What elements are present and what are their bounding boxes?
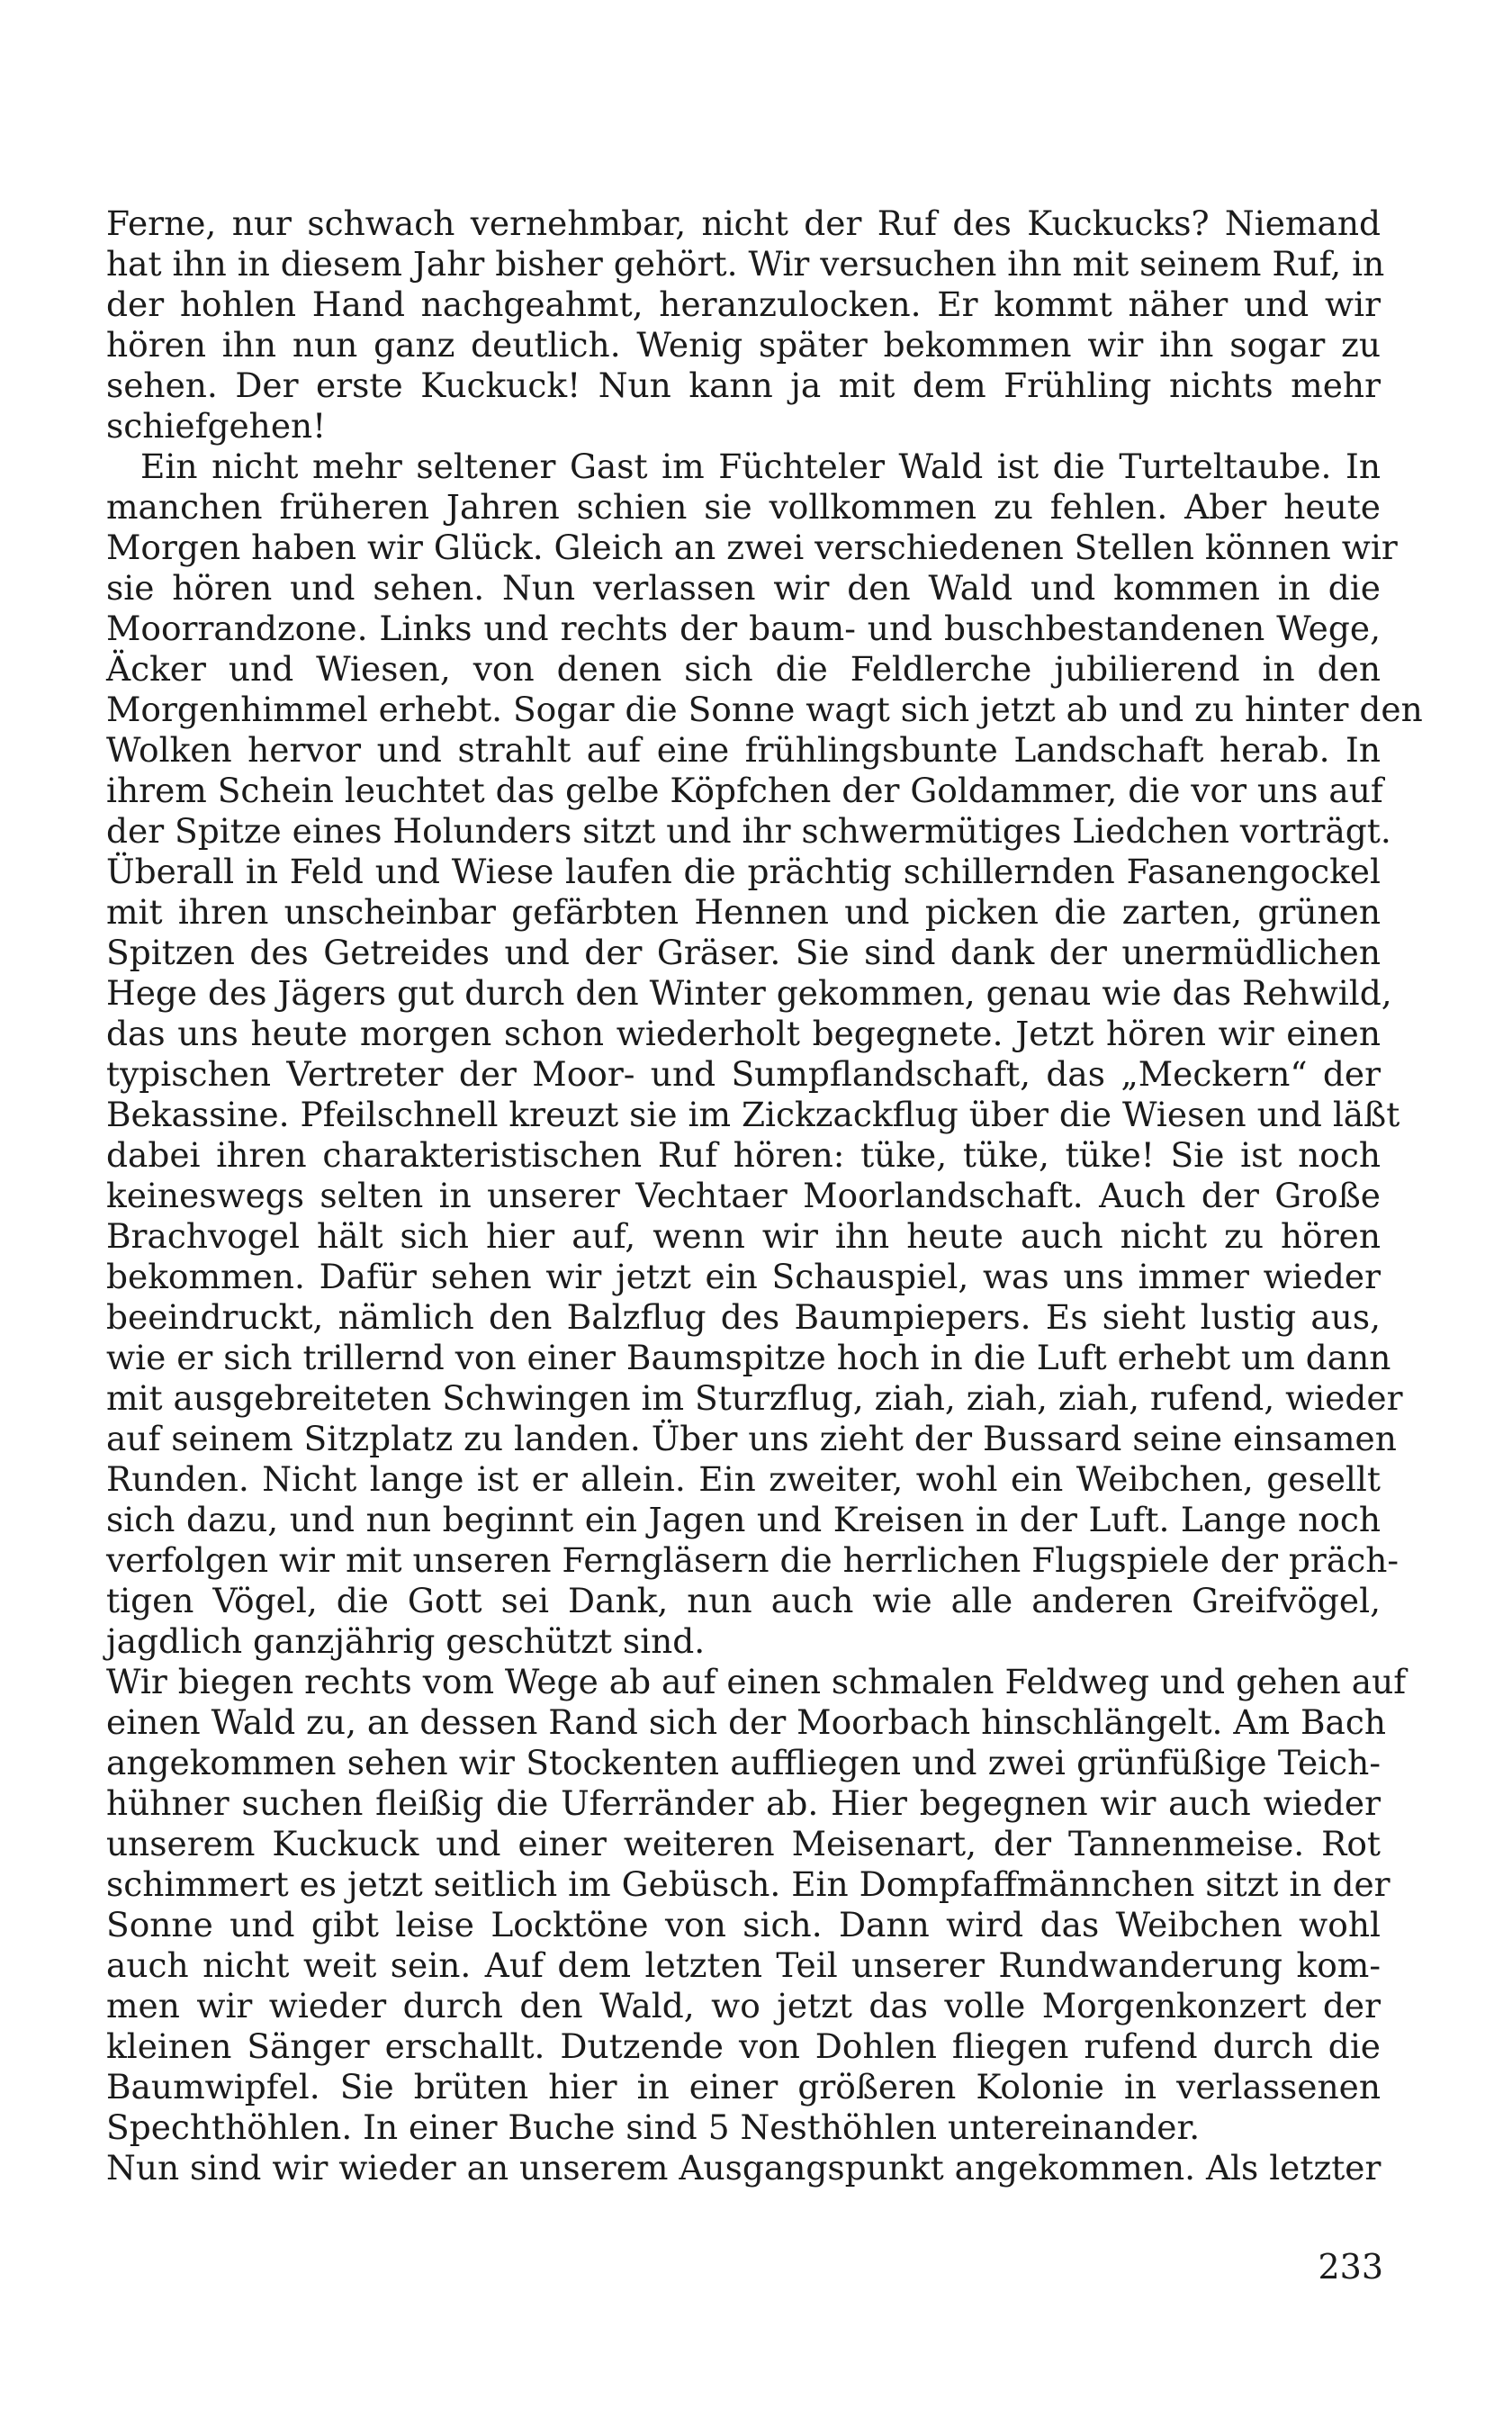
body-text xyxy=(106,203,1423,2188)
text-line: mit ihren unscheinbar gefärbten Hennen und picken die zarten, grünen xyxy=(106,892,1381,932)
text-line: sich dazu, und nun beginnt ein Jagen und Kreisen in der Luft. Lange noch xyxy=(106,1500,1381,1539)
text-line: Sonne und gibt leise Locktöne von sich. Dann wird das Weibchen wohl xyxy=(106,1905,1381,1944)
text-line: auch nicht weit sein. Auf dem letzten Teil unserer Rundwanderung kom- xyxy=(106,1945,1381,1985)
text-line: tigen Vögel, die Gott sei Dank, nun auch wie alle anderen Greifvögel, xyxy=(106,1581,1381,1620)
text-line: schimmert es jetzt seitlich im Gebüsch. Ein Dompfaffmännchen sitzt in der xyxy=(106,1864,1390,1904)
text-line: hat ihn in diesem Jahr bisher gehört. Wir versuchen ihn mit seinem Ruf, in xyxy=(106,244,1385,284)
text-line: wie er sich trillernd von einer Baumspitze hoch in die Luft erhebt um dann xyxy=(106,1338,1391,1377)
text-line: verfolgen wir mit unseren Ferngläsern die herrlichen Flugspiele der präch- xyxy=(106,1540,1400,1580)
text-line: der hohlen Hand nachgeahmt, heranzulocken. Er kommt näher und wir xyxy=(106,284,1381,324)
text-line: kleinen Sänger erschallt. Dutzende von Dohlen fliegen rufend durch die xyxy=(106,2026,1381,2066)
text-line: einen Wald zu, an dessen Rand sich der Moorbach hinschlängelt. Am Bach xyxy=(106,1702,1387,1742)
text-line: Spechthöhlen. In einer Buche sind 5 Nesthöhlen untereinander. xyxy=(106,2107,1201,2147)
text-line: Runden. Nicht lange ist er allein. Ein zweiter, wohl ein Weibchen, gesellt xyxy=(106,1459,1381,1499)
text-line: Spitzen des Getreides und der Gräser. Sie sind dank der unermüdlichen xyxy=(106,933,1381,972)
text-line: hören ihn nun ganz deutlich. Wenig später bekommen wir ihn sogar zu xyxy=(106,325,1381,365)
text-line: manchen früheren Jahren schien sie vollkommen zu fehlen. Aber heute xyxy=(106,487,1381,527)
text-line: bekommen. Dafür sehen wir jetzt ein Schauspiel, was uns immer wieder xyxy=(106,1257,1381,1296)
text-line: dabei ihren charakteristischen Ruf hören: tüke, tüke, tüke! Sie ist noch xyxy=(106,1135,1381,1175)
text-line: sie hören und sehen. Nun verlassen wir den Wald und kommen in die xyxy=(106,568,1381,608)
text-line: Ferne, nur schwach vernehmbar, nicht der Ruf des Kuckucks? Niemand xyxy=(106,203,1381,243)
text-line: Wir biegen rechts vom Wege ab auf einen schmalen Feldweg und gehen auf xyxy=(106,1662,1407,1701)
text-line: Morgen haben wir Glück. Gleich an zwei verschiedenen Stellen können wir xyxy=(106,528,1398,567)
text-line: jagdlich ganzjährig geschützt sind. xyxy=(106,1621,706,1661)
text-line: mit ausgebreiteten Schwingen im Sturzflug, ziah, ziah, ziah, rufend, wieder xyxy=(106,1378,1403,1418)
text-line: auf seinem Sitzplatz zu landen. Über uns zieht der Bussard seine einsamen xyxy=(106,1419,1397,1458)
text-line: der Spitze eines Holunders sitzt und ihr schwermütiges Liedchen vorträgt. xyxy=(106,811,1391,851)
text-line: Äcker und Wiesen, von denen sich die Feldlerche jubilierend in den xyxy=(106,649,1381,689)
text-line: angekommen sehen wir Stockenten auffliegen und zwei grünfüßige Teich- xyxy=(106,1743,1381,1782)
text-line: Wolken hervor und strahlt auf eine frühlingsbunte Landschaft herab. In xyxy=(106,730,1381,770)
text-line: Hege des Jägers gut durch den Winter gekommen, genau wie das Rehwild, xyxy=(106,973,1392,1013)
text-line: Brachvogel hält sich hier auf, wenn wir ihn heute auch nicht zu hören xyxy=(106,1216,1381,1256)
text-line: Bekassine. Pfeilschnell kreuzt sie im Zickzackflug über die Wiesen und läßt xyxy=(106,1095,1400,1134)
text-line: sehen. Der erste Kuckuck! Nun kann ja mit dem Frühling nichts mehr xyxy=(106,365,1381,405)
text-line: ihrem Schein leuchtet das gelbe Köpfchen der Goldammer, die vor uns auf xyxy=(106,771,1383,810)
text-line: Morgenhimmel erhebt. Sogar die Sonne wagt sich jetzt ab und zu hinter den xyxy=(106,690,1423,729)
text-line: Moorrandzone. Links und rechts der baum- und buschbestandenen Wege, xyxy=(106,609,1381,648)
text-line: schiefgehen! xyxy=(106,406,327,446)
text-line: men wir wieder durch den Wald, wo jetzt das volle Morgenkonzert der xyxy=(106,1986,1381,2026)
text-line: beeindruckt, nämlich den Balzflug des Baumpiepers. Es sieht lustig aus, xyxy=(106,1297,1381,1337)
text-line: Baumwipfel. Sie brüten hier in einer größeren Kolonie in verlassenen xyxy=(106,2067,1381,2107)
text-line: unserem Kuckuck und einer weiteren Meisenart, der Tannenmeise. Rot xyxy=(106,1824,1381,1863)
page-number: 233 xyxy=(1318,2247,1383,2287)
text-line: Überall in Feld und Wiese laufen die prächtig schillernden Fasanengockel xyxy=(106,852,1381,891)
text-line: Nun sind wir wieder an unserem Ausgangspunkt angekommen. Als letzter xyxy=(106,2148,1382,2188)
text-line: Ein nicht mehr seltener Gast im Füchteler Wald ist die Turteltaube. In xyxy=(140,447,1381,486)
text-line: keineswegs selten in unserer Vechtaer Moorlandschaft. Auch der Große xyxy=(106,1176,1381,1215)
text-line: hühner suchen fleißig die Uferränder ab. Hier begegnen wir auch wieder xyxy=(106,1783,1381,1823)
text-line: typischen Vertreter der Moor- und Sumpflandschaft, das „Meckern“ der xyxy=(106,1054,1381,1094)
text-line: das uns heute morgen schon wiederholt begegnete. Jetzt hören wir einen xyxy=(106,1014,1381,1053)
